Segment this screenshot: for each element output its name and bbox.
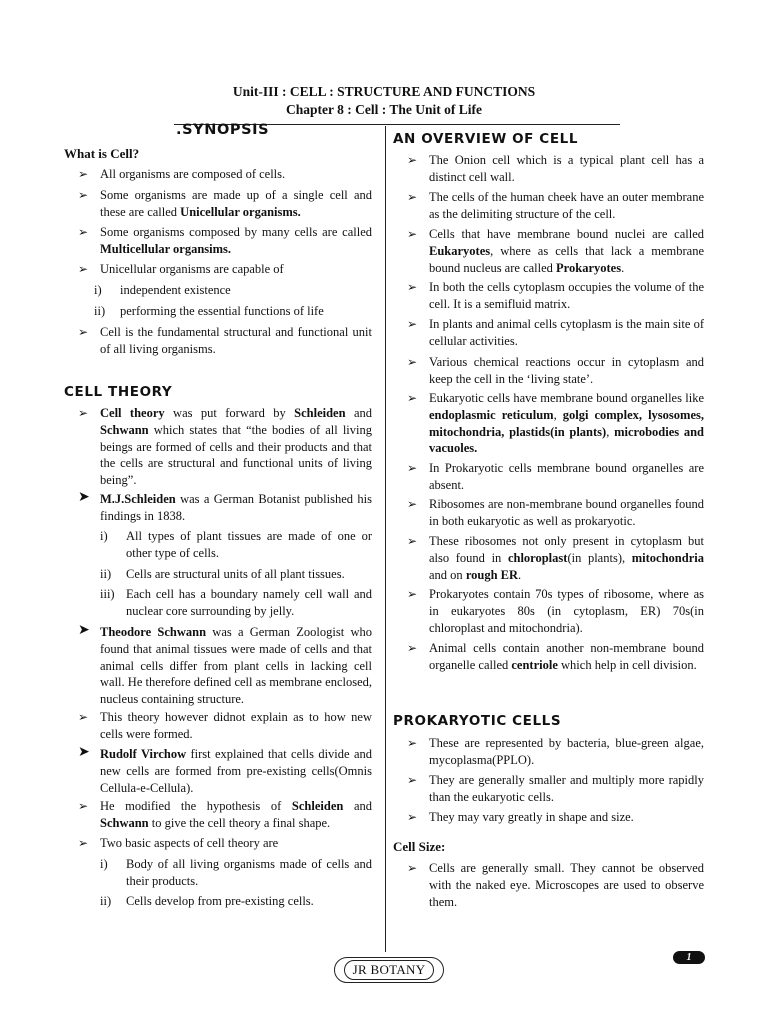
list-item: ➢ In both the cells cytoplasm occupies the volume of the cell. It is a semifluid matrix.: [407, 280, 704, 311]
arrow-bullet-icon: ➢: [78, 799, 89, 813]
arrow-bullet-icon: ➢: [78, 262, 89, 276]
arrow-bullet-icon: ➢: [407, 736, 418, 750]
prokaryotic-heading: PROKARYOTIC CELLS: [393, 713, 562, 729]
list-item: ➢ Cells are generally small. They cannot be observed with the naked eye. Microscopes are used to observe them.: [407, 861, 704, 909]
arrow-bullet-icon: ➢: [407, 810, 418, 824]
sub-item: i) All types of plant tissues are made of one or other type of cells.: [100, 529, 372, 560]
sub-item: ii) Cells develop from pre-existing cells.: [100, 894, 314, 908]
arrow-bullet-icon: ➢: [78, 836, 89, 850]
list-item: ➢ Cell is the fundamental structural and functional unit of all living organisms.: [78, 325, 372, 356]
synopsis-heading: .SYNOPSIS: [176, 122, 270, 138]
list-item: ➢ In Prokaryotic cells membrane bound organelles are absent.: [407, 461, 704, 492]
list-item: ➢ Prokaryotes contain 70s types of ribosome, where as in eukaryotes 80s (in cytoplasm, ER) 70s(in chloroplast and mitochondria).: [407, 587, 704, 635]
arrow-bullet-icon: ➢: [78, 225, 89, 239]
arrow-bullet-icon: ➢: [78, 325, 89, 339]
cell-size-heading: Cell Size:: [393, 839, 446, 854]
chapter-title: Chapter 8 : Cell : The Unit of Life: [286, 102, 482, 117]
list-item: ➤ M.J.Schleiden was a German Botanist published his findings in 1838.: [78, 490, 372, 523]
arrow-bullet-icon: ➤: [78, 623, 90, 638]
list-item: ➢ Cells that have membrane bound nuclei are called Eukaryotes, where as cells that lack a membrane bound nucleus are called Prokaryotes.: [407, 227, 704, 275]
arrow-bullet-icon: ➢: [78, 710, 89, 724]
arrow-bullet-icon: ➤: [78, 745, 90, 760]
list-item: ➢ They may vary greatly in shape and size.: [407, 810, 634, 824]
arrow-bullet-icon: ➢: [407, 461, 418, 475]
arrow-bullet-icon: ➢: [407, 355, 418, 369]
list-item: ➢ They are generally smaller and multiply more rapidly than the eukaryotic cells.: [407, 773, 704, 804]
list-item: ➢ Cell theory was put forward by Schleiden and Schwann which states that “the bodies of all living beings are formed of cells and their products and that the cells are structural and functional units of living being”.: [78, 406, 372, 488]
list-item: ➢ These ribosomes not only present in cytoplasm but also found in chloroplast(in plants), mitochondria and on rough ER.: [407, 534, 704, 582]
arrow-bullet-icon: ➢: [78, 188, 89, 202]
unit-title: Unit-III : CELL : STRUCTURE AND FUNCTIONS: [232, 84, 536, 99]
what-is-cell-heading: What is Cell?: [64, 146, 140, 161]
sub-item: ii) Cells are structural units of all plant tissues.: [100, 567, 345, 581]
arrow-bullet-icon: ➢: [407, 391, 418, 405]
list-item: ➢ He modified the hypothesis of Schleiden and Schwann to give the cell theory a final shape.: [78, 799, 372, 830]
list-item: ➢ All organisms are composed of cells.: [78, 167, 286, 181]
arrow-bullet-icon: ➢: [407, 280, 418, 294]
jr-botany-logo: JR BOTANY: [334, 957, 444, 983]
arrow-bullet-icon: ➢: [407, 227, 418, 241]
arrow-bullet-icon: ➢: [407, 190, 418, 204]
sub-item: i) independent existence: [94, 283, 231, 297]
sub-item: iii) Each cell has a boundary namely cell wall and nuclear core surrounding by jelly.: [100, 587, 372, 618]
sub-item: ii) performing the essential functions of life: [94, 304, 324, 318]
arrow-bullet-icon: ➢: [78, 167, 89, 181]
list-item: ➢ The Onion cell which is a typical plant cell has a distinct cell wall.: [407, 153, 704, 184]
list-item: ➢ Eukaryotic cells have membrane bound organelles like endoplasmic reticulum, golgi complex, lysosomes, mitochondria, plastids(in plants), microbodies and vacuoles.: [407, 391, 705, 456]
list-item: ➢ Some organisms composed by many cells are called Multicellular organsims.: [78, 225, 372, 256]
arrow-bullet-icon: ➢: [407, 641, 418, 655]
sub-item: i) Body of all living organisms made of cells and their products.: [100, 857, 372, 888]
list-item: ➤ Rudolf Virchow first explained that cells divide and new cells are formed from pre-existing cells(Omnis Cellula-e-Cellula).: [78, 745, 373, 795]
arrow-bullet-icon: ➢: [78, 406, 89, 420]
list-item: ➢ Two basic aspects of cell theory are: [78, 836, 279, 850]
list-item: ➢ Various chemical reactions occur in cytoplasm and keep the cell in the ‘living state’.: [407, 355, 704, 386]
arrow-bullet-icon: ➢: [407, 773, 418, 787]
arrow-bullet-icon: ➢: [407, 153, 418, 167]
list-item: ➢ These are represented by bacteria, blue-green algae, mycoplasma(PPLO).: [407, 736, 704, 767]
list-item: ➢ Ribosomes are non-membrane bound organelles found in both eukaryotic as well as prokaryotic.: [407, 497, 704, 528]
list-item: ➢ This theory however didnot explain as to how new cells were formed.: [78, 710, 372, 741]
arrow-bullet-icon: ➢: [407, 497, 418, 511]
arrow-bullet-icon: ➢: [407, 534, 418, 548]
arrow-bullet-icon: ➢: [407, 861, 418, 875]
list-item: ➢ Some organisms are made up of a single cell and these are called Unicellular organisms.: [78, 188, 372, 219]
list-item: ➢ The cells of the human cheek have an outer membrane as the delimiting structure of the cell.: [407, 190, 704, 221]
arrow-bullet-icon: ➢: [407, 587, 418, 601]
list-item: ➤ Theodore Schwann was a German Zoologist who found that animal tissues were made of cells and that animal cells differ from plant cells in lacking cell wall. He therefore defined cell as membrane enclosed, nucleus containing structure.: [78, 623, 372, 707]
page-number-badge: 1: [673, 951, 705, 964]
list-item: ➢ Animal cells contain another non-membrane bound organelle called centriole which help in cell division.: [407, 641, 704, 672]
cell-theory-heading: CELL THEORY: [64, 384, 173, 400]
list-item: ➢ In plants and animal cells cytoplasm is the main site of cellular activities.: [407, 317, 704, 348]
arrow-bullet-icon: ➢: [407, 317, 418, 331]
column-divider: [385, 126, 386, 952]
list-item: ➢ Unicellular organisms are capable of: [78, 262, 284, 276]
overview-heading: AN OVERVIEW OF CELL: [393, 131, 579, 147]
arrow-bullet-icon: ➤: [78, 490, 90, 505]
page-header: [0, 83, 768, 119]
